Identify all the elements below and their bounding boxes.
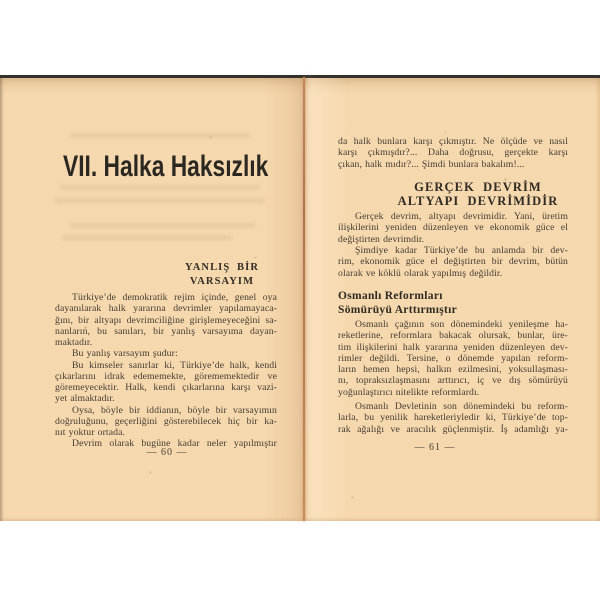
section-heading-line: YANLIŞ BİR [184,262,260,273]
text-line: Bu yanlış varsayım şudur: [72,348,178,360]
section-heading-line: GERÇEK DEVRİM [414,180,542,194]
book-top-edge [0,75,600,78]
text-line: değiştirten devrimdir. [338,233,425,245]
right-page-paragraph-4 [338,401,568,435]
text-line: da halk bunlara karşı çıkmıştır. Ne ölçüde ve nasıl [338,136,568,147]
right-page-paragraph-3 [338,319,568,398]
right-page-paragraph-2 [338,245,568,279]
text-line: çıkan, halk mıdır?... Şimdi bunlara bakalım!... [338,158,525,170]
ghost-text-smudge [70,133,250,138]
section-heading-line: ALTYAPI DEVRİMİDİR [397,193,559,208]
text-line: tim ilişkilerini halk yararına yeniden düzenleyen dev- [338,341,568,353]
text-line: Bu kimseler sanırlar ki, Türkiye’de halk, kendi [72,359,277,371]
text-line: yoğunlaştırıcı nitelikte reformlardı. [338,386,480,398]
section-heading-line: VARSAYIM [189,275,255,287]
text-line: reketlerine, reformlara bakacak olursak, bunlar, üre- [338,330,568,342]
text-line: maktadır. [55,337,93,348]
page-number-60: — 60 — [146,447,188,458]
right-page-paragraph-1 [338,211,568,245]
text-line: larla, bu yenilik hareketleriyledir ki, Türkiye’de top- [338,412,568,424]
text-line: nı, topraksızlaşmasını arttırıcı, iç ve dış sömürüyü [338,375,568,387]
subheading-line: Osmanlı Reformları [338,290,443,302]
text-line: Türkiye’de demokratik rejim içinde, genel oya [72,292,277,303]
text-line: nanların, bu sanıları, bir yanlış varsayıma dayan- [55,325,277,337]
ghost-text-smudge [62,235,232,240]
text-line: karşı çıkmışdır?... Daha doğrusu, gerçekte karşı [338,147,568,159]
text-line: rimler değildi. Tersine, o dönemde yapılan reform- [338,352,568,364]
left-page-body-text [55,292,277,450]
text-line: çıkarlarını idrak edememekte, görememektedir ve [55,370,277,382]
ghost-text-smudge [55,198,265,203]
subheading-line: Sömürüyü Arttırmıştır [338,303,458,316]
text-line: rak ağalığı ve aracılık güçlenmiştir. İş adamlığı ya- [338,423,568,435]
subheading-osmanli-reformlari [338,290,457,317]
section-heading-yanlis-bir-varsayim [185,261,259,288]
text-line: Osmanlı Devletinin son dönemindeki bu reform- [355,401,568,412]
text-line: olarak ve köklü olarak yapılmış değildir. [338,267,503,279]
text-line: nıt yoktur ortada. [55,427,125,438]
text-line: doğruluğunu, geçerliğini gösterebilecek hiç bir ka- [55,415,277,427]
text-line: göremeyecektir. Halk, kendi çıkarlarına karşı vazi- [55,382,277,393]
section-heading-gercek-devrim [398,181,559,208]
text-line: yet almaktadır. [55,393,115,405]
page-number-61: — 61 — [414,442,456,453]
text-line: Osmanlı çağının son dönemindeki yenileşme ha- [355,319,568,330]
paper-specks [0,77,1,78]
ghost-text-smudge [60,185,260,190]
text-line: ğını, bir altyapı devrimciliğine girişlemeyeceğini sa- [55,314,277,326]
text-line: dayanılarak halk yararına devrimler yapılamayaca- [55,303,277,315]
text-line: Oysa, böyle bir iddianın, böyle bir varsayımın [72,404,277,416]
text-line: ların hemen hepsi, halkın ezilmesini, yoksullaşması- [338,364,568,375]
text-line: Devrim olarak bugüne kadar neler yapılmıştır [72,438,277,450]
text-line: ilişkilerini yeniden düzenleyen ve ekonomik güce el [338,222,568,234]
chapter-title: VII. Halka Haksızlık [63,150,269,183]
text-line: rim, ekonomik güce el değiştirten bir devrim, bütün [338,256,568,268]
ghost-text-smudge [70,223,255,228]
open-book [0,77,600,521]
text-line: Gerçek devrim, altyapı devrimidir. Yani, üretim [355,211,568,222]
text-line: Şimdiye kadar Türkiye’de bu anlamda bir dev- [355,245,568,256]
book-fold-line [303,77,305,521]
right-page-top-text [338,136,568,170]
